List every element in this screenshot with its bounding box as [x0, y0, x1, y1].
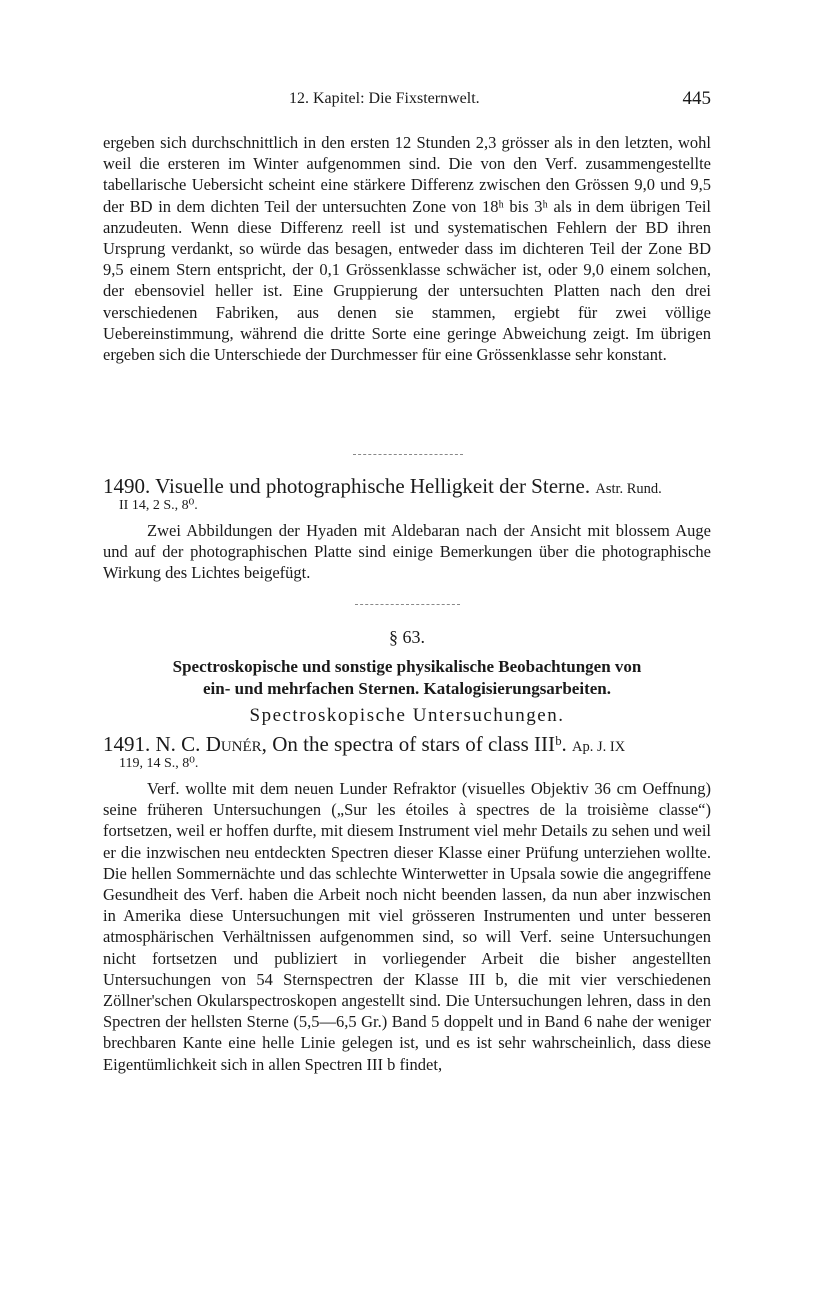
- entry-1491-author-initials: N. C.: [155, 732, 201, 756]
- section-title-line-1: Spectroskopische und sonstige physikalische Beobachtungen von: [172, 657, 642, 676]
- subsection-title: Spectroskopische Untersuchungen.: [249, 705, 565, 726]
- separator-rule: [353, 454, 463, 456]
- separator-rule: [355, 604, 460, 606]
- running-header: [103, 90, 711, 114]
- entry-1491-source: Ap. J. IX: [572, 739, 626, 755]
- entry-1490-heading: [103, 474, 711, 501]
- page-number: 445: [682, 88, 711, 109]
- entry-1490-source-detail: II 14, 2 S., 8⁰.: [119, 498, 198, 513]
- entry-1491-heading: [103, 732, 711, 759]
- entry-1490-number: 1490.: [103, 474, 151, 498]
- entry-1491-title: On the spectra of stars of class IIIᵇ.: [272, 732, 567, 756]
- entry-1491-author: Dunér,: [205, 732, 267, 756]
- entry-1490-title: Visuelle und photographische Helligkeit der Sterne.: [155, 474, 591, 498]
- entry-1491-number: 1491.: [103, 732, 151, 756]
- section-title: [103, 656, 711, 700]
- entry-1490-body: Zwei Abbildungen der Hyaden mit Aldebaran nach der Ansicht mit blossem Auge und auf der photographischen Platte sind einige Bemerkungen über die photographische Wirkung des Lichtes beigefügt.: [103, 521, 711, 583]
- entry-1491-body: Verf. wollte mit dem neuen Lunder Refraktor (visuelles Objektiv 36 cm Oeffnung) seine früheren Untersuchungen („Sur les étoiles à spectres de la troisième classe“) fortsetzen, weil er hoffen durfte, mit diesem Instrument viel mehr Details zu sehen und weil er die inzwischen neu entdeckten Spectren dieser Klasse einer Prüfung unterziehen wollte. Die hellen Sommernächte und das schlechte Winterwetter in Upsala sowie die angegriffene Gesundheit des Verf. haben die Arbeit noch nicht beenden lassen, da nun aber inzwischen in Amerika diese Untersuchungen mit viel grösseren Instrumenten und unter besseren atmosphärischen Verhältnissen aufgenommen sind, so will Verf. seine Untersuchungen nicht fortsetzen und publiziert in vorliegender Arbeit die bisher angestellten Untersuchungen von 54 Sternspectren der Klasse III b, die mit vier verschiedenen Zöllner'schen Okularspectroskopen angestellt sind. Die Untersuchungen lehren, dass in den Spectren der hellsten Sterne (5,5—6,5 Gr.) Band 5 doppelt und in Band 6 nahe der weniger brechbaren Kante eine helle Linie gelegen ist, und es ist sehr wahrscheinlich, dass diese Eigentümlichkeit sich in allen Spectren III b findet,: [103, 779, 711, 1074]
- paragraph-continued: ergeben sich durchschnittlich in den ersten 12 Stunden 2,3 grösser als in den letzten, wohl weil die ersteren im Winter aufgenommen sind. Die von den Verf. zusammengestellte tabellarische Uebersicht scheint eine stärkere Differenz zwischen den Grössen 9,0 und 9,5 der BD in dem dichten Teil der untersuchten Zone von 18ʰ bis 3ʰ als in dem übrigen Teil anzudeuten. Wenn diese Differenz reell ist und systematischen Fehlern der BD ihren Ursprung verdankt, so würde das besagen, entweder dass im dichteren Teil der Zone BD 9,5 einem Stern entspricht, der 0,1 Grössenklasse schwächer ist, oder 9,0 einem solchen, der ebensoviel heller ist. Eine Gruppierung der untersuchten Platten nach den drei verschiedenen Fabriken, aus denen sie stammen, ergiebt für zwei völlige Uebereinstimmung, während die dritte Sorte eine geringe Abweichung zeigt. Im übrigen ergeben sich die Unterschiede der Durchmesser für eine Grössenklasse sehr konstant.: [103, 133, 711, 365]
- entry-1490-source: Astr. Rund.: [595, 481, 662, 497]
- section-number: § 63.: [389, 627, 425, 647]
- entry-1491-source-detail: 119, 14 S., 8⁰.: [119, 756, 199, 771]
- running-title: 12. Kapitel: Die Fixsternwelt.: [289, 90, 480, 107]
- section-title-line-2: ein- und mehrfachen Sternen. Katalogisierungsarbeiten.: [203, 679, 611, 698]
